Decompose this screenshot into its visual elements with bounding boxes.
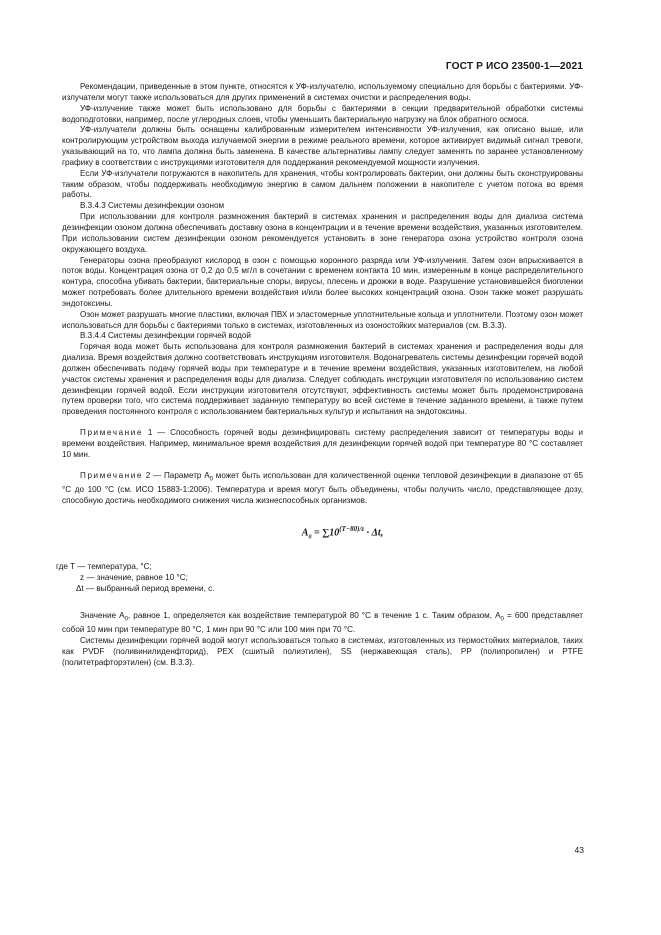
formula-legend xyxy=(56,562,583,595)
paragraph: УФ-излучатели должны быть оснащены калиброванным измерителем интенсивности УФ-излучения, как описано выше, или контролирующим устройством выхода излучаемой энергии в режиме реального времени, которое активирует видимый сигнал тревоги, указывающий на то, что лампа должна быть заменена. В качестве альтернативы лампу следует заменять по заранее установленному графику в соответствии с инструкциями изготовителя для поддержания рекомендуемой мощности излучения. xyxy=(62,125,583,167)
formula-exponent: (T−80)/z xyxy=(339,524,365,533)
text: Значение A xyxy=(80,610,125,620)
paragraph: При использовании для контроля размножения бактерий в системах хранения и распределения воды для диализа система дезинфекции озоном должна обеспечивать доставку озона в концентрации и в течение времени воздействия, указанных изготовителем. При использовании систем дезинфекции озоном рекомендуется установить в зоне генератора озона устройство контроля озона окружающего воздуха. xyxy=(62,212,583,254)
paragraph: Рекомендации, приведенные в этом пункте, относятся к УФ-излучателю, используемому специально для борьбы с бактериями. УФ-излучатели могут также использоваться для других применений в системах очистки и распределения воды. xyxy=(62,82,583,102)
legend-line: Δt — выбранный период времени, с. xyxy=(76,583,215,593)
note-label: Примечание xyxy=(80,428,144,438)
formula-sum: = ∑10 xyxy=(311,527,340,539)
note-1 xyxy=(62,428,583,461)
paragraph: УФ-излучение также может быть использовано для борьбы с бактериями в секции предварительной обработки системы водоподготовки, например, после углеродных слоев, чтобы уменьшить бактериальную нагрузку на блок обратного осмоса. xyxy=(62,103,583,124)
formula-subscript: 0 xyxy=(308,534,312,541)
paragraph xyxy=(62,611,583,636)
paragraph: Горячая вода может быть использована для контроля размножения бактерий в системах хранения и распределения воды для диализа. Время воздействия должно соответствовать инструкциям изготовителя. Водонагреватель системы дезинфекции горячей водой должен обеспечивать подачу горячей воды при температуре и в течение времени воздействия, указанных изготовителем, на любой участок системы хранения и распределения воды для диализа. Следует соблюдать инструкции изготовителя по использованию систем дезинфекции горячей водой. Если инструкции изготовителя отсутствуют, эффективность системы может быть продемонстрирована путем проверки того, что система поддерживает заданную температуру во всей системе в течение заданного времени, а также путем проведения постоянного контроля с использованием бактериальных культур и испытания на эндотоксины. xyxy=(62,342,583,417)
paragraph: Озон может разрушать многие пластики, включая ПВХ и эластомерные уплотнительные кольца и уплотнители. Поэтому озон может использоваться для борьбы с бактериями только в системах, изготовленных из озоностойких материалов (см. В.3.3). xyxy=(62,309,583,330)
document-header: ГОСТ Р ИСО 23500-1—2021 xyxy=(445,61,583,72)
text: , равное 1, определяется как воздействие температурой 80 °С в течение 1 с. Таким образом, A xyxy=(127,610,501,620)
page-number: 43 xyxy=(574,845,584,855)
text: = 600 представляет собой 10 мин при температуре 80 °С, 1 мин при 90 °С или 100 мин при 70 °С. xyxy=(62,610,583,635)
legend-line: z — значение, равное 10 °С; xyxy=(80,572,188,582)
paragraph: Если УФ-излучатели погружаются в накопитель для хранения, чтобы контролировать бактерии, они должны быть сконструированы таким образом, чтобы поддерживать необходимую энергию в самом дальнем положении в накопителе с учетом потока во время работы. xyxy=(62,168,583,200)
subscript: 0 xyxy=(124,616,128,623)
note-text: может быть использован для количественной оценки тепловой дезинфекции в диапазоне от 65 °С до 100 °С (см. ИСО 15883-1:2006). Температура и время могут быть объединены, чтобы получить число, представляющее дозу, способную достичь необходимого снижения числа жизнеспособных организмов. xyxy=(62,470,583,505)
legend-line: где T — температура, °С; xyxy=(56,562,152,572)
subscript: 0 xyxy=(500,616,504,623)
paragraph: Генераторы озона преобразуют кислород в озон с помощью коронного разряда или УФ-излучения. Затем озон впрыскивается в поток воды. Концентрация озона от 0,2 до 0,5 мг/л в сочетании с временем контакта 10 мин, измеренным в конце распределительного контура, способна убивать бактерии, бактериальные споры, вирусы, плесень и дрожжи в воде. Разрушение установившейся биопленки может потребовать более длительного времени воздействия и/или более высоких концентраций озона. Озон также может разрушать эндотоксины. xyxy=(62,255,583,308)
note-2 xyxy=(62,471,583,507)
section-heading-hot-water: В.3.4.4 Системы дезинфекции горячей водой xyxy=(80,331,251,341)
page-body xyxy=(56,82,583,668)
subscript: 0 xyxy=(209,476,213,483)
formula-tail: · Δt, xyxy=(364,527,384,539)
formula-lhs: A xyxy=(301,527,309,539)
note-label: Примечание xyxy=(80,470,144,480)
note-text: 1 — Способность горячей воды дезинфицировать систему распределения зависит от температуры воды и времени воздействия. Например, минимальное время воздействия для дезинфекции горячей водой при температуре 80 °С составляет 10 мин. xyxy=(62,428,583,459)
paragraph: Системы дезинфекции горячей водой могут использоваться только в системах, изготовленных из термостойких материалов, таких как PVDF (поливинилиденфторид), PEX (сшитый полиэтилен), SS (нержавеющая сталь), PP (полипропилен) и PTFE (политетрафторэтилен) (см. В.3.3). xyxy=(62,635,583,667)
formula xyxy=(62,524,583,543)
note-text: 2 — Параметр A xyxy=(145,470,210,480)
section-heading-ozone: В.3.4.3 Системы дезинфекции озоном xyxy=(80,201,225,211)
